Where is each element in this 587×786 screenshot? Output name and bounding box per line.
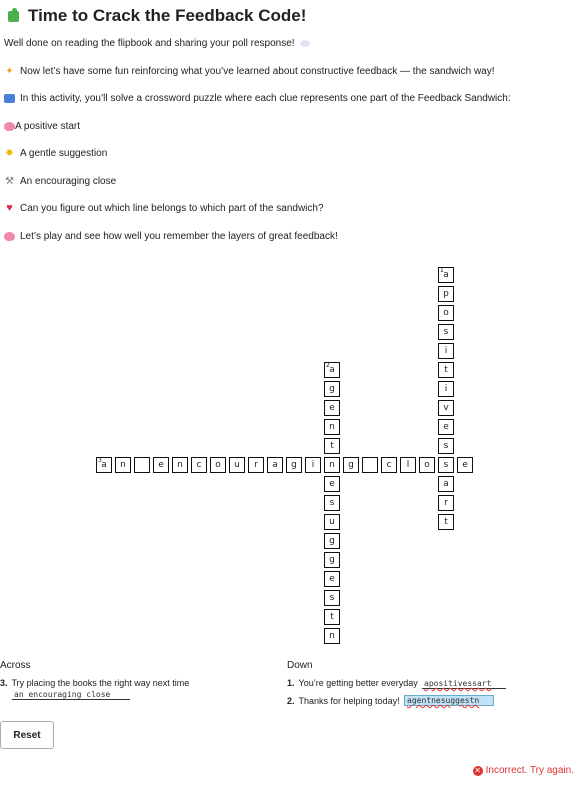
down-answer-1-input[interactable]: apositivessart	[422, 679, 506, 689]
tools-icon: ⚒	[5, 176, 14, 187]
sandwich-part-2	[4, 148, 107, 159]
sandwich-part-3-text: An encouraging close	[20, 176, 117, 187]
across-cell[interactable]: n	[115, 457, 131, 473]
across-cell[interactable]: c	[191, 457, 207, 473]
sparkles-icon: ✦	[5, 66, 14, 77]
down1-cell[interactable]: p	[438, 286, 454, 302]
across-cell[interactable]: o	[419, 457, 435, 473]
page-title-text: Time to Crack the Feedback Code!	[28, 6, 307, 25]
down2-cell[interactable]: u	[324, 514, 340, 530]
across-cell[interactable]: n	[172, 457, 188, 473]
down1-cell[interactable]: o	[438, 305, 454, 321]
down2-cell[interactable]: g	[324, 381, 340, 397]
down1-cell[interactable]: s	[438, 324, 454, 340]
down2-cell[interactable]: 2 a	[324, 362, 340, 378]
brain-icon	[4, 122, 15, 131]
intro-closing-text: Let’s play and see how well you remember the layers of great feedback!	[20, 231, 338, 242]
sandwich-part-1-text: A positive start	[15, 121, 81, 132]
across-cell[interactable]: u	[229, 457, 245, 473]
down2-cell[interactable]: s	[324, 495, 340, 511]
intro-question-text: Can you figure out which line belongs to which part of the sandwich?	[20, 203, 324, 214]
across-cell[interactable]: e	[457, 457, 473, 473]
intro-line-1-text: Well done on reading the flipbook and sharing your poll response!	[4, 38, 295, 49]
down2-cell[interactable]: n	[324, 457, 340, 473]
down2-cell[interactable]: g	[324, 552, 340, 568]
across-cell[interactable]	[134, 457, 150, 473]
sun-icon: ✹	[5, 148, 14, 159]
across-cell[interactable]: g	[286, 457, 302, 473]
intro-line-2-text: Now let’s have some fun reinforcing what you’ve learned about constructive feedback — the sandwich way!	[20, 66, 495, 77]
down1-cell[interactable]: t	[438, 514, 454, 530]
status-message	[473, 765, 574, 776]
across-cell[interactable]: 3 a	[96, 457, 112, 473]
brain-icon	[4, 232, 15, 241]
down-clue-2-number: 2.	[287, 696, 295, 706]
reset-button[interactable]: Reset	[0, 721, 54, 749]
intro-line-3-text: In this activity, you’ll solve a crossword puzzle where each clue represents one part of the Feedback Sandwich:	[20, 93, 511, 104]
down1-cell[interactable]: s	[438, 438, 454, 454]
down1-cell[interactable]: e	[438, 419, 454, 435]
error-icon: ✕	[474, 765, 481, 775]
intro-question	[4, 203, 324, 214]
down-clue-1	[287, 678, 418, 688]
across-answer-3-input[interactable]: an encouraging close	[12, 690, 130, 700]
intro-line-1	[4, 38, 310, 49]
down1-cell[interactable]: r	[438, 495, 454, 511]
down2-cell[interactable]: e	[324, 571, 340, 587]
across-clue-3-number: 3.	[0, 678, 8, 688]
down2-cell[interactable]: t	[324, 438, 340, 454]
status-text: Incorrect. Try again.	[485, 765, 574, 776]
down1-cell[interactable]: i	[438, 343, 454, 359]
heart-icon: ♥	[6, 202, 13, 214]
across-cell[interactable]: e	[153, 457, 169, 473]
down-clue-1-text: You’re getting better everyday	[298, 678, 418, 688]
down-heading: Down	[287, 660, 313, 671]
across-cell[interactable]: r	[248, 457, 264, 473]
across-cell[interactable]: c	[381, 457, 397, 473]
intro-closing	[4, 231, 338, 242]
down1-cell[interactable]: t	[438, 362, 454, 378]
down-answer-2-input[interactable]: agentnesuggestn	[404, 695, 494, 706]
sandwich-part-3	[4, 176, 116, 187]
across-cell[interactable]: i	[305, 457, 321, 473]
page-title	[6, 6, 306, 26]
down-clue-2-text: Thanks for helping today!	[298, 696, 400, 706]
sandwich-part-2-text: A gentle suggestion	[20, 148, 108, 159]
down2-cell[interactable]: n	[324, 628, 340, 644]
down1-cell[interactable]: 1 a	[438, 267, 454, 283]
across-clue-3-text: Try placing the books the right way next time	[11, 678, 190, 688]
down1-cell[interactable]: v	[438, 400, 454, 416]
intro-line-2	[4, 66, 495, 77]
down2-cell[interactable]: t	[324, 609, 340, 625]
sandwich-part-1	[4, 121, 80, 132]
down-clue-2	[287, 696, 400, 706]
down1-cell[interactable]: s	[438, 457, 454, 473]
down1-cell[interactable]: i	[438, 381, 454, 397]
across-cell[interactable]: g	[343, 457, 359, 473]
across-cell[interactable]: l	[400, 457, 416, 473]
speech-bubble-icon	[300, 40, 310, 47]
down2-cell[interactable]: g	[324, 533, 340, 549]
down2-cell[interactable]: e	[324, 400, 340, 416]
down2-cell[interactable]: e	[324, 476, 340, 492]
across-heading: Across	[0, 660, 31, 671]
puzzle-icon	[6, 8, 22, 24]
abc-icon	[4, 94, 15, 103]
down1-cell[interactable]: a	[438, 476, 454, 492]
across-cell[interactable]: o	[210, 457, 226, 473]
across-cell[interactable]: a	[267, 457, 283, 473]
down2-cell[interactable]: n	[324, 419, 340, 435]
intro-line-3	[4, 93, 511, 104]
down-clue-1-number: 1.	[287, 678, 295, 688]
down2-cell[interactable]: s	[324, 590, 340, 606]
across-clue-3	[0, 678, 189, 688]
across-cell[interactable]	[362, 457, 378, 473]
